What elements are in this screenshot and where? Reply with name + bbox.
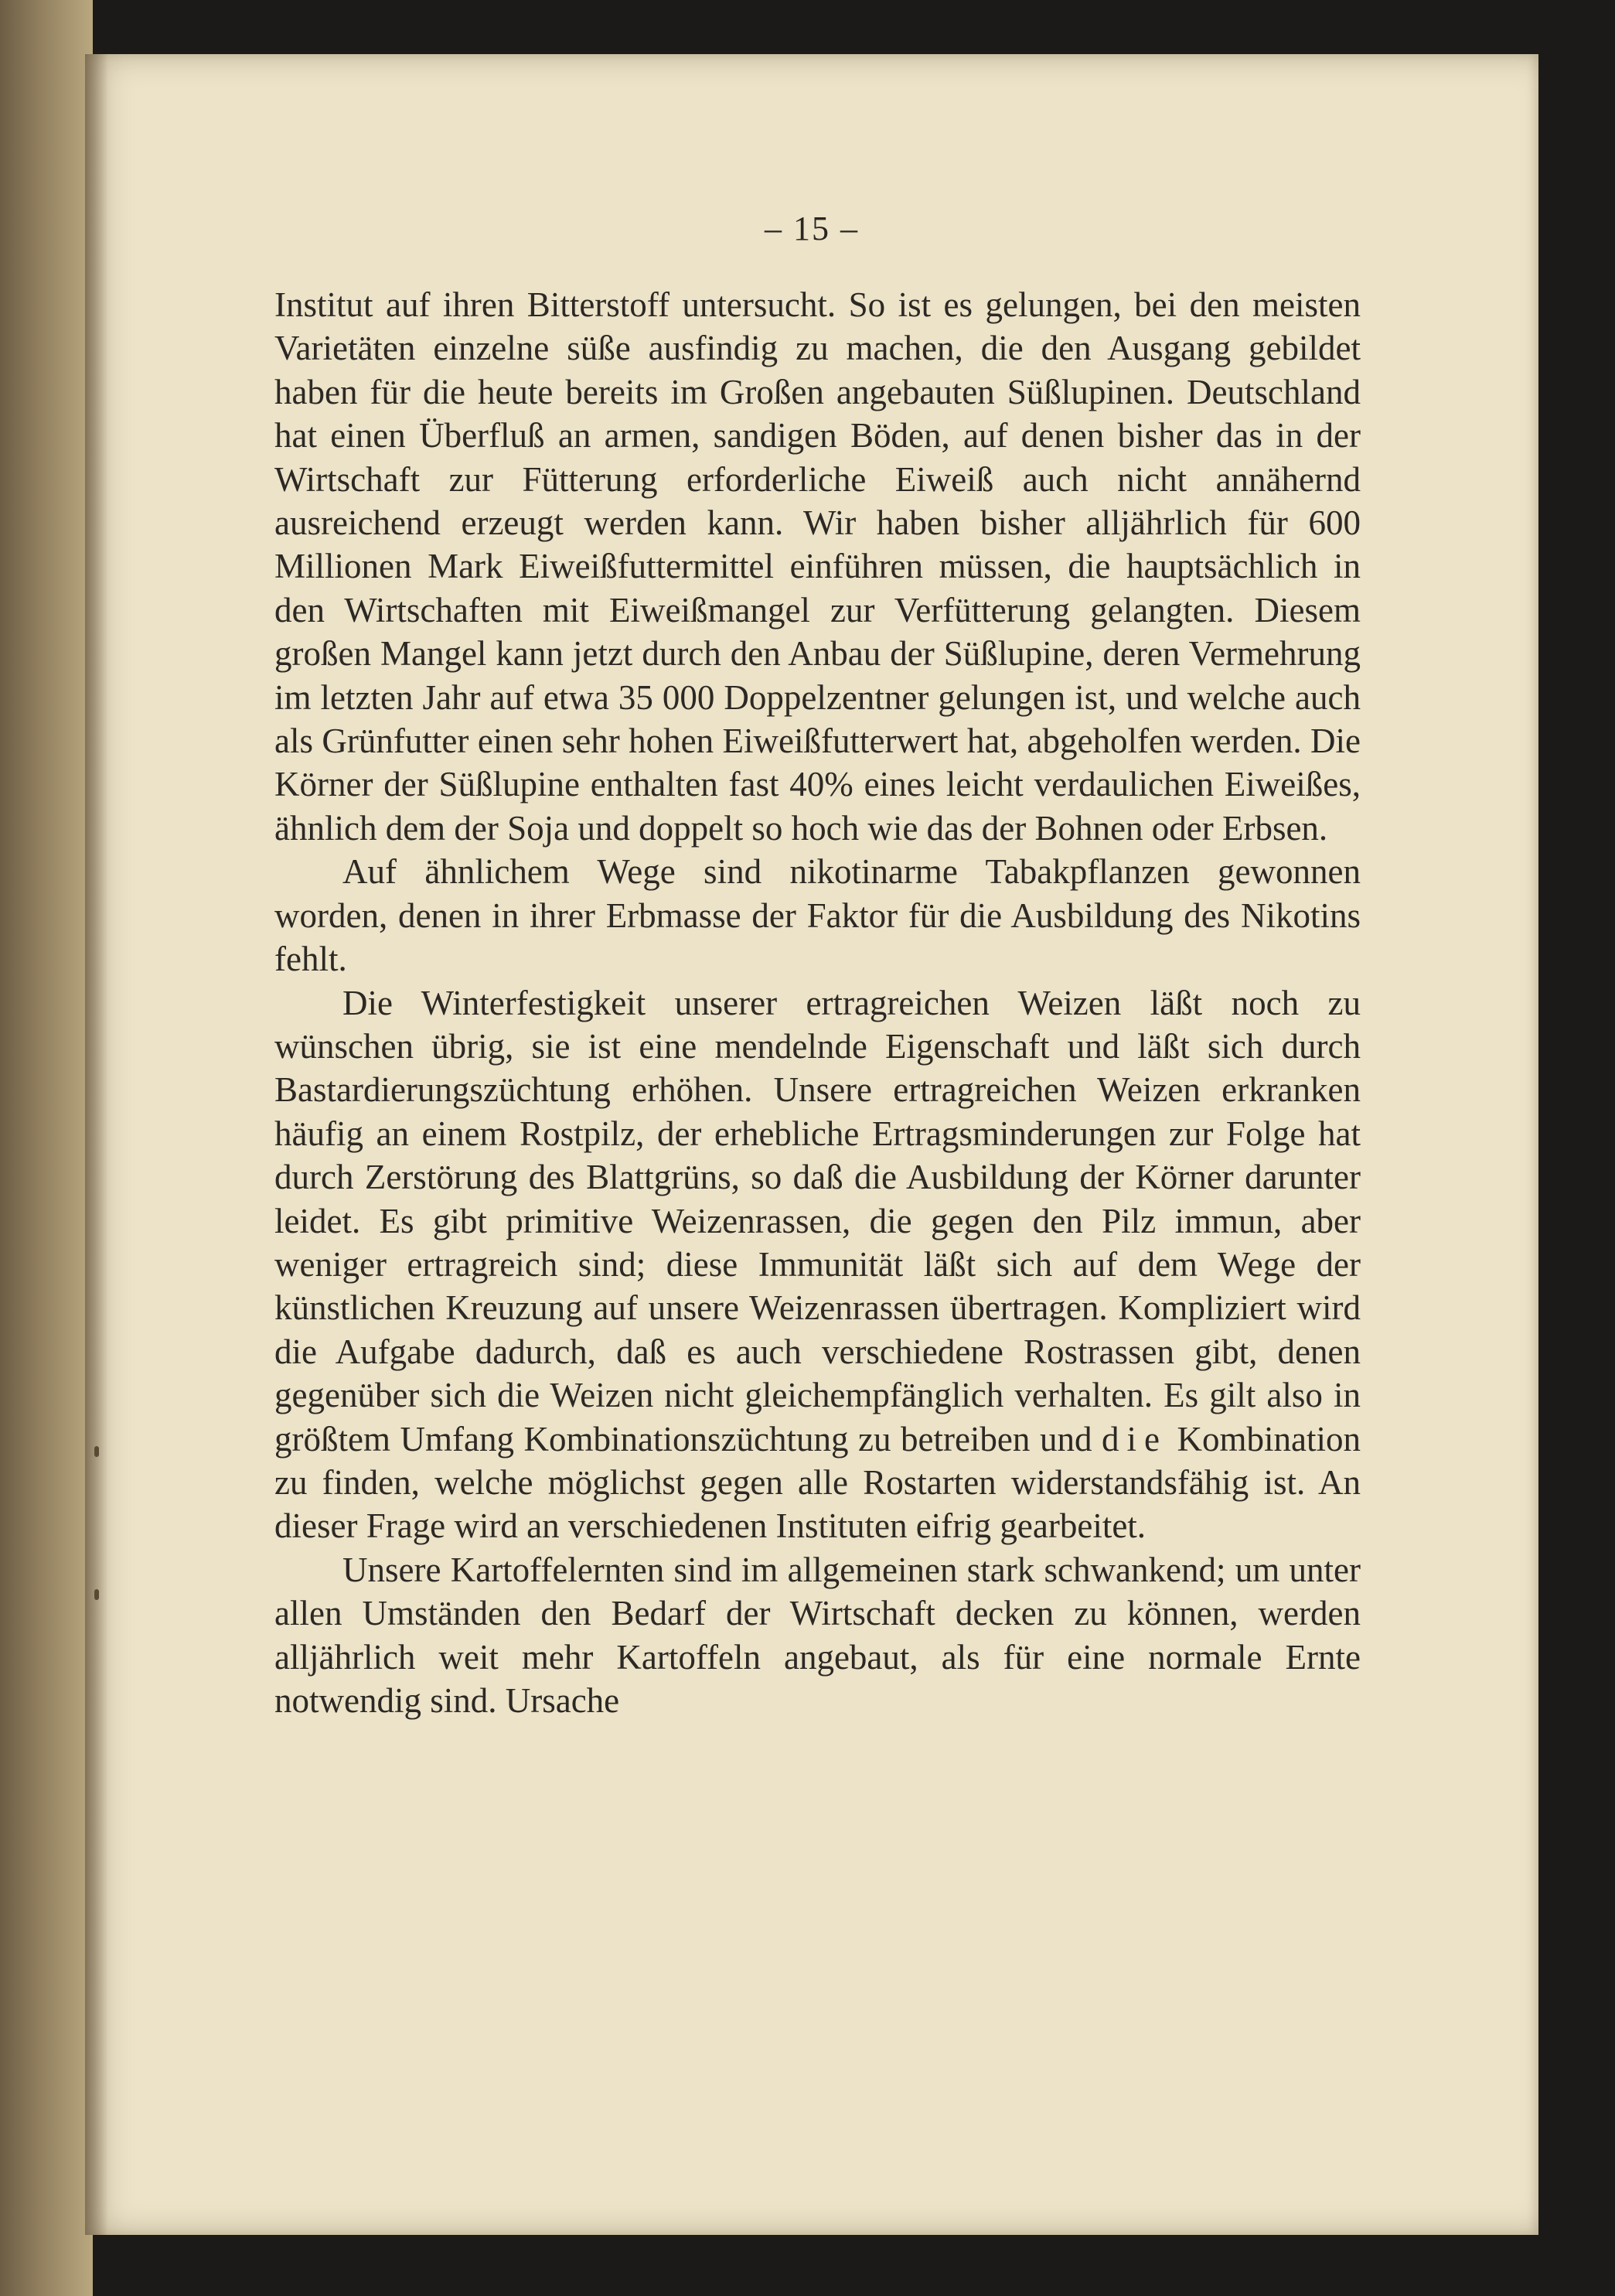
paragraph-3-part-1: Die Winterfestigkeit unserer ertragreichen Weizen läßt noch zu wünschen übrig, sie ist eine mendelnde Eigenschaft und läßt sich durch Bastardierungszüchtung erhöhen. Unsere ertragreichen Weizen erkranken häufig an einem Rostpilz, der erhebliche Ertragsminderungen zur Folge hat durch Zerstörung des Blattgrüns, so daß die Ausbildung der Körner darunter leidet. Es gibt primitive Weizenrassen, die gegen den Pilz immun, aber weniger ertragreich sind; diese Immunität läßt sich auf dem Wege der künstlichen Kreuzung auf unsere Weizenrassen übertragen. Kompliziert wird die Aufgabe dadurch, daß es auch verschiedene Rostrassen gibt, denen gegenüber sich die Weizen nicht gleichempfänglich verhalten. Es gilt also in größtem Umfang Kombinationszüchtung zu betreiben und (274, 983, 1361, 1458)
paragraph-3-part-2: Kombination zu finden, welche möglichst gegen alle Rostarten widerstandsfähig ist. An dieser Frage wird an verschiedenen Instituten eifrig gearbeitet. (274, 1419, 1361, 1546)
margin-speck (94, 1446, 99, 1457)
margin-speck (94, 1589, 99, 1600)
page-number: – 15 – (765, 210, 859, 247)
paragraph-4: Unsere Kartoffelernten sind im allgemeinen stark schwankend; um unter allen Umständen den Bedarf der Wirtschaft decken zu können, werden alljährlich weit mehr Kartoffeln angebaut, als für eine normale Ernte notwendig sind. Ursache (274, 1550, 1361, 1720)
scan-left-page-edge (0, 0, 93, 2296)
paragraph-3 (274, 981, 1361, 1548)
paragraph-3-emphasis: die (1102, 1419, 1167, 1458)
page-gutter-shadow (85, 54, 108, 2235)
paragraph-1: Institut auf ihren Bitterstoff untersucht. So ist es gelungen, bei den meisten Varietäten einzelne süße ausfindig zu machen, die den Ausgang gebildet haben für die heute bereits im Großen angebauten Süßlupinen. Deutschland hat einen Überfluß an armen, sandigen Böden, auf denen bisher das in der Wirtschaft zur Fütterung erforderliche Eiweiß auch nicht annähernd ausreichend erzeugt werden kann. Wir haben bisher alljährlich für 600 Millionen Mark Eiweißfuttermittel einführen müssen, die hauptsächlich in den Wirtschaften mit Eiweißmangel zur Verfütterung gelangten. Diesem großen Mangel kann jetzt durch den Anbau der Süßlupine, deren Vermehrung im letzten Jahr auf etwa 35 000 Doppelzentner gelungen ist, und welche auch als Grünfutter einen sehr hohen Eiweißfutterwert hat, abgeholfen werden. Die Körner der Süßlupine enthalten fast 40% eines leicht verdaulichen Eiweißes, ähnlich dem der Soja und doppelt so hoch wie das der Bohnen oder Erbsen. (274, 285, 1361, 848)
book-page (85, 54, 1538, 2235)
paragraph-2: Auf ähnlichem Wege sind nikotinarme Tabakpflanzen gewonnen worden, denen in ihrer Erbmasse der Faktor für die Ausbildung des Nikotins fehlt. (274, 852, 1361, 979)
body-text (274, 283, 1361, 1722)
